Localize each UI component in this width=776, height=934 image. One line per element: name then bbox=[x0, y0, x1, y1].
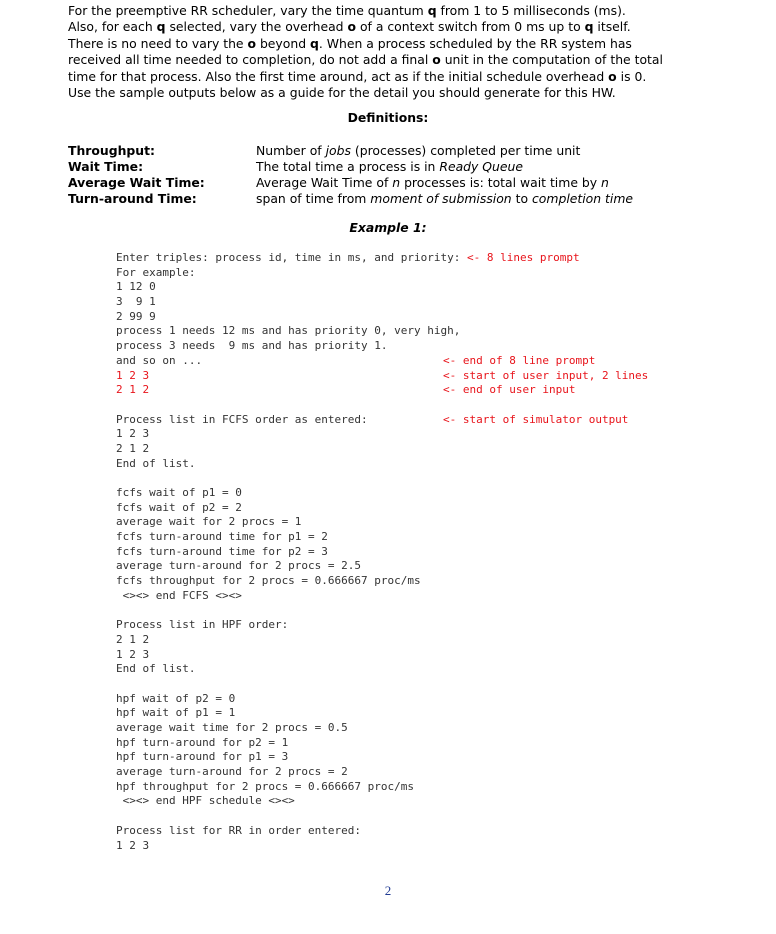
intro-line-1: For the preemptive RR scheduler, vary the time quantum q from 1 to 5 milliseconds (ms). bbox=[68, 3, 626, 18]
code-line: 3 9 1 bbox=[116, 295, 156, 309]
code-line: 1 12 0 bbox=[116, 280, 156, 294]
code-line: For example: bbox=[116, 265, 196, 279]
code-annotation: <- start of simulator output bbox=[443, 412, 629, 426]
code-annotation: <- start of user input, 2 lines bbox=[443, 368, 649, 382]
intro-line-2: Also, for each q selected, vary the overhead o of a context switch from 0 ms up to q itself. bbox=[68, 19, 631, 35]
definitions-list bbox=[68, 143, 633, 207]
code-line: hpf wait of p1 = 1 bbox=[116, 706, 236, 720]
code-annotation: <- end of 8 line prompt bbox=[443, 353, 596, 367]
definition-desc: The total time a process is in Ready Queue bbox=[256, 159, 524, 174]
code-line: 2 1 2 <- end of user input bbox=[116, 383, 576, 397]
example-heading: Example 1: bbox=[349, 220, 427, 235]
code-line: process 3 needs 9 ms and has priority 1. bbox=[116, 339, 388, 353]
code-line: Process list in FCFS order as entered: <- start of simulator output bbox=[116, 412, 629, 426]
code-annotation: <- end of user input bbox=[443, 383, 576, 397]
code-line: and so on ... <- end of 8 line prompt bbox=[116, 353, 596, 367]
code-line: Process list for RR in order entered: bbox=[116, 823, 362, 837]
intro-line-3: There is no need to vary the o beyond q. When a process scheduled by the RR system has bbox=[68, 35, 632, 51]
code-line: End of list. bbox=[116, 456, 196, 470]
intro-paragraph bbox=[68, 3, 768, 101]
code-line: average turn-around for 2 procs = 2 bbox=[116, 765, 348, 779]
definition-throughput bbox=[68, 143, 633, 159]
definition-average-wait-time bbox=[68, 175, 633, 191]
code-blank-line bbox=[116, 677, 580, 692]
code-line: fcfs throughput for 2 procs = 0.666667 proc/ms bbox=[116, 574, 421, 588]
definition-term: Turn-around Time: bbox=[68, 191, 197, 206]
definition-wait-time bbox=[68, 159, 633, 175]
code-line: process 1 needs 12 ms and has priority 0, very high, bbox=[116, 324, 461, 338]
code-line: 1 2 3 bbox=[116, 647, 150, 661]
code-blank-line bbox=[116, 471, 580, 486]
definition-turn-around-time bbox=[68, 191, 633, 207]
code-line: hpf turn-around for p1 = 3 bbox=[116, 750, 289, 764]
code-blank-line bbox=[116, 809, 580, 824]
definition-desc: Number of jobs (processes) completed per time unit bbox=[256, 143, 581, 158]
code-annotation: <- 8 lines prompt bbox=[467, 251, 580, 264]
code-line: fcfs turn-around time for p2 = 3 bbox=[116, 544, 328, 558]
code-line: 1 2 3 bbox=[116, 838, 150, 852]
code-line: average wait for 2 procs = 1 bbox=[116, 515, 302, 529]
code-line: 1 2 3 bbox=[116, 427, 150, 441]
sample-output-code bbox=[116, 251, 649, 853]
code-line: 1 2 3 <- start of user input, 2 lines bbox=[116, 368, 649, 382]
code-line: fcfs wait of p1 = 0 bbox=[116, 486, 242, 499]
definition-term: Wait Time: bbox=[68, 159, 144, 174]
code-line: <><> end FCFS <><> bbox=[116, 588, 242, 602]
intro-line-6: Use the sample outputs below as a guide for the detail you should generate for this HW. bbox=[68, 85, 616, 101]
code-blank-line bbox=[116, 398, 580, 413]
intro-line-5: time for that process. Also the first time around, act as if the initial schedule overhead o is 0. bbox=[68, 68, 647, 84]
code-line: 2 99 9 bbox=[116, 309, 156, 323]
code-line: average turn-around for 2 procs = 2.5 bbox=[116, 559, 362, 573]
code-line: hpf wait of p2 = 0 bbox=[116, 691, 236, 705]
definition-term: Throughput: bbox=[68, 143, 155, 158]
code-line: <><> end HPF schedule <><> bbox=[116, 794, 295, 808]
page-number: 2 bbox=[384, 883, 392, 898]
intro-line-4: received all time needed to completion, do not add a final o unit in the computation of the total bbox=[68, 52, 663, 68]
code-line: hpf turn-around for p2 = 1 bbox=[116, 735, 289, 749]
code-blank-line bbox=[116, 604, 580, 619]
definition-desc: span of time from moment of submission to completion time bbox=[256, 191, 634, 206]
code-line: fcfs turn-around time for p1 = 2 bbox=[116, 530, 328, 544]
definitions-heading: Definitions: bbox=[347, 110, 429, 125]
definition-desc: Average Wait Time of n processes is: total wait time by n bbox=[256, 175, 609, 190]
code-line: fcfs wait of p2 = 2 bbox=[116, 500, 242, 514]
code-line: Enter triples: process id, time in ms, and priority: <- 8 lines prompt bbox=[116, 251, 580, 264]
code-line: 2 1 2 bbox=[116, 441, 150, 455]
code-line: hpf throughput for 2 procs = 0.666667 proc/ms bbox=[116, 779, 415, 793]
code-line: End of list. bbox=[116, 662, 196, 676]
code-line: average wait time for 2 procs = 0.5 bbox=[116, 721, 348, 734]
definition-term: Average Wait Time: bbox=[68, 175, 205, 190]
code-line: Process list in HPF order: bbox=[116, 618, 289, 632]
code-line: 2 1 2 bbox=[116, 632, 150, 646]
